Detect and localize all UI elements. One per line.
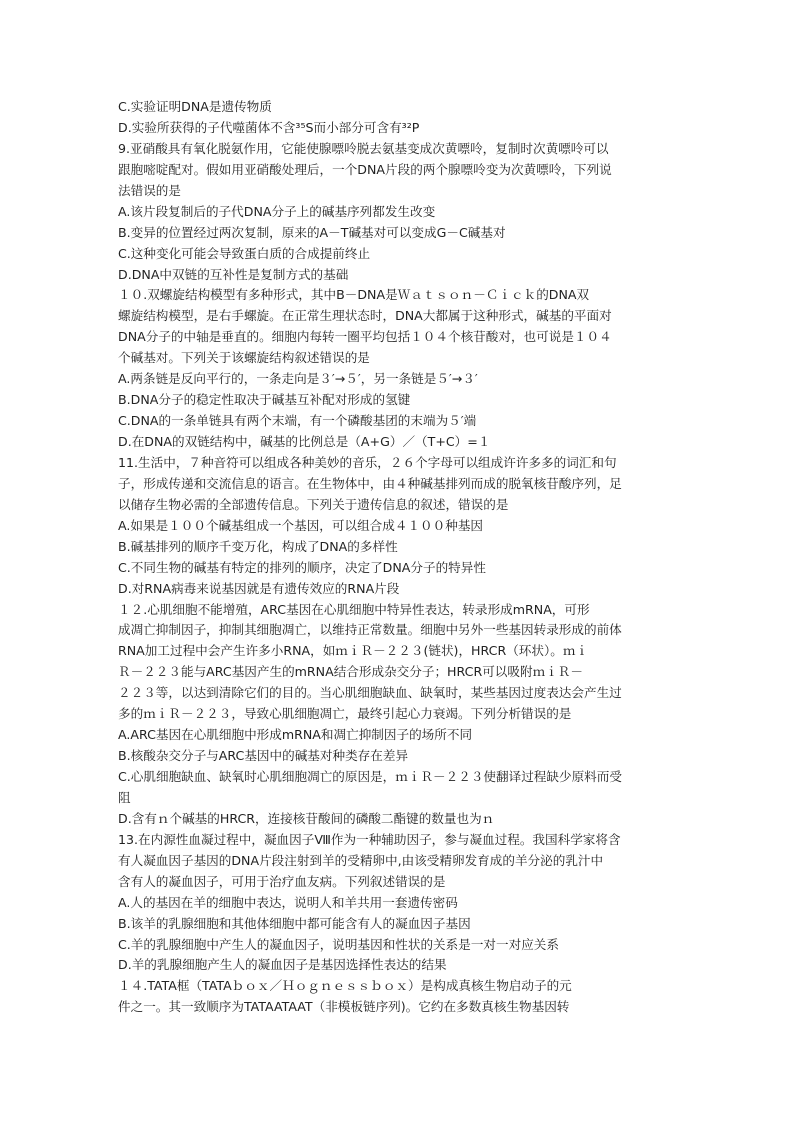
text-line: ２２３等，以达到清除它们的目的。当心肌细胞缺血、缺氧时，某些基因过度表达会产生过 [118,685,622,701]
text-line: C.这种变化可能会导致蛋白质的合成提前终止 [118,245,371,261]
text-line: 法错误的是 [118,182,181,198]
text-line: C.不同生物的碱基有特定的排列的顺序，决定了DNA分子的特异性 [118,559,486,575]
text-line: 含有人的凝血因子，可用于治疗血友病。下列叙述错误的是 [118,873,446,889]
text-line: D.含有ｎ个碱基的HRCR，连接核苷酸间的磷酸二酯键的数量也为ｎ [118,810,495,826]
text-line: A.两条链是反向平行的，一条走向是３′→５′，另一条链是５′→３′ [118,371,478,387]
text-line: B.DNA分子的稳定性取决于碱基互补配对形成的氢键 [118,392,411,408]
text-line: 成凋亡抑制因子，抑制其细胞凋亡，以维持正常数量。细胞中另外一些基因转录形成的前体 [118,622,622,638]
text-line: B.碱基排列的顺序千变万化，构成了DNA的多样性 [118,538,398,554]
text-line: 有人凝血因子基因的DNA片段注射到羊的受精卵中,由该受精卵发育成的羊分泌的乳汁中 [118,852,604,868]
text-line: B.该羊的乳腺细胞和其他体细胞中都可能含有人的凝血因子基因 [118,915,471,931]
text-line: D.羊的乳腺细胞产生人的凝血因子是基因选择性表达的结果 [118,957,447,973]
text-line: A.ARC基因在心肌细胞中形成mRNA和凋亡抑制因子的场所不同 [118,727,473,743]
text-line: A.如果是１００个碱基组成一个基因，可以组合成４１００种基因 [118,517,484,533]
text-line: １２.心肌细胞不能增殖，ARC基因在心肌细胞中特异性表达，转录形成mRNA，可形 [118,601,590,617]
text-line: 子，形成传递和交流信息的语言。在生物体中，由４种碱基排列而成的脱氧核苷酸序列，足 [118,475,622,491]
text-line: 以储存生物必需的全部遗传信息。下列关于遗传信息的叙述，错误的是 [118,496,509,512]
text-line: 个碱基对。下列关于该螺旋结构叙述错误的是 [118,350,370,366]
text-line: Ｒ－２２３能与ARC基因产生的mRNA结合形成杂交分子；HRCR可以吸附ｍｉＲ－ [118,664,583,680]
text-line: 阻 [118,789,131,805]
text-line: 螺旋结构模型，是右手螺旋。在正常生理状态时，DNA大都属于这种形式，碱基的平面对 [118,308,612,324]
text-line: B.核酸杂交分子与ARC基因中的碱基对种类存在差异 [118,748,409,764]
text-line: 件之一。其一致顺序为TATAATAAT（非模板链序列)。它约在多数真核生物基因转 [118,999,570,1015]
text-line: B.变异的位置经过两次复制，原来的A－T碱基对可以变成G－C碱基对 [118,224,506,240]
text-line: D.在DNA的双链结构中，碱基的比例总是（A+G）／（T+C）=１ [118,434,491,449]
text-line: １０.双螺旋结构模型有多种形式，其中B－DNA是Ｗａｔｓｏｎ－Ｃｉｃｋ的DNA双 [118,287,590,303]
text-line: C.DNA的一条单链具有两个末端，有一个磷酸基团的末端为５′端 [118,413,477,429]
text-line: 9.亚硝酸具有氧化脱氨作用，它能使腺嘌呤脱去氨基变成次黄嘌呤，复制时次黄嘌呤可以 [118,140,609,156]
text-line: RNA加工过程中会产生许多小RNA，如ｍｉＲ－２２３(链状)，HRCR（环状）。ｍｉ [118,643,589,659]
text-line: C.心肌细胞缺血、缺氧时心肌细胞凋亡的原因是，ｍｉＲ－２２３使翻译过程缺少原料而受 [118,769,622,784]
text-line: C.羊的乳腺细胞中产生人的凝血因子，说明基因和性状的关系是一对一对应关系 [118,936,559,952]
text-line: D.实验所获得的子代噬菌体不含³⁵S而小部分可含有³²P [118,119,420,135]
text-line: 跟胞嘧啶配对。假如用亚硝酸处理后，一个DNA片段的两个腺嘌呤变为次黄嘌呤，下列说 [118,161,612,177]
text-line: D.DNA中双链的互补性是复制方式的基础 [118,266,349,282]
text-line: 多的ｍｉＲ－２２３，导致心肌细胞凋亡，最终引起心力衰竭。下列分析错误的是 [118,706,572,722]
text-line: 11.生活中，７种音符可以组成各种美妙的音乐，２６个字母可以组成许许多多的词汇和句 [118,454,617,470]
text-line: A.人的基因在羊的细胞中表达，说明人和羊共用一套遗传密码 [118,894,458,910]
text-line: A.该片段复制后的子代DNA分子上的碱基序列都发生改变 [118,203,436,219]
text-line: D.对RNA病毒来说基因就是有遗传效应的RNA片段 [118,580,400,596]
text-line: DNA分子的中轴是垂直的。细胞内每转一圈平均包括１０４个核苷酸对，也可说是１０４ [118,329,612,345]
text-line: C.实验证明DNA是遗传物质 [118,99,272,114]
text-line: １４.TATA框（TATAｂｏｘ／Ｈｏｇｎｅｓｓｂｏｘ）是构成真核生物启动子的元 [118,978,572,994]
document-page [118,97,680,1018]
text-line: 13.在内源性血凝过程中，凝血因子Ⅷ作为一种辅助因子，参与凝血过程。我国科学家将含 [118,831,621,847]
